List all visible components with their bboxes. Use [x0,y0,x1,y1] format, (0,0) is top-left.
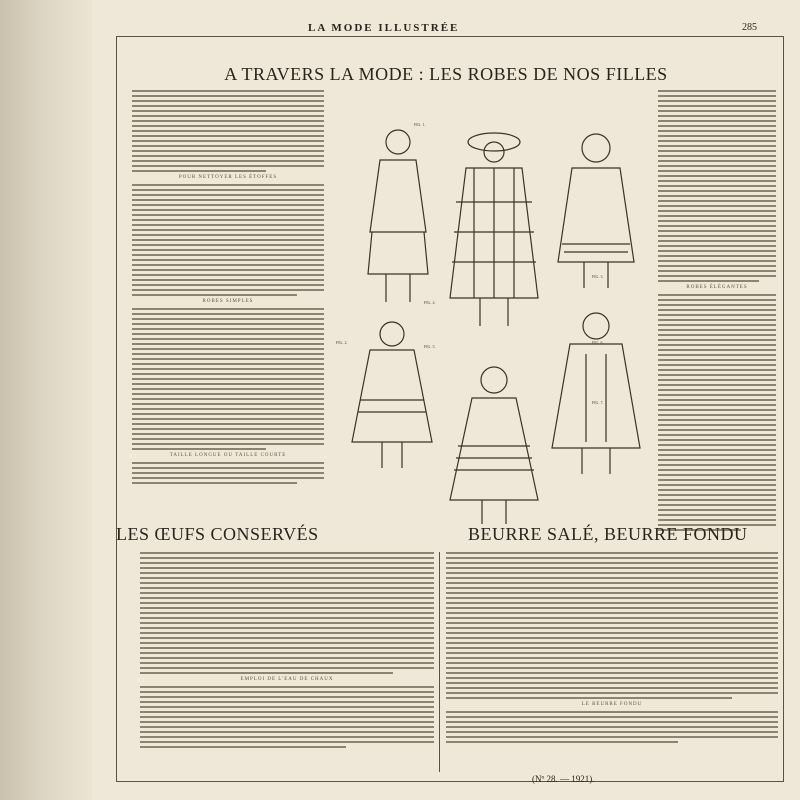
figure-caption: FIG. 6. [592,340,604,345]
right-column-text [658,90,776,534]
section-title-eggs: LES ŒUFS CONSERVÉS [116,524,319,544]
subhead-elegant: ROBES ÉLÉGANTES [686,285,748,290]
running-title: LA MODE ILLUSTRÉE [308,22,460,34]
left-column-text [132,90,324,487]
running-head [96,22,796,36]
fashion-illustration [334,112,656,530]
eggs-article-text [140,552,434,751]
butter-article-text [446,552,778,746]
subhead-lime-water: EMPLOI DE L'EAU DE CHAUX [240,677,334,682]
figure-caption: FIG. 7. [592,400,604,405]
figure-2-drawing [450,133,538,326]
subhead-cleaning: POUR NETTOYER LES ÉTOFFES [178,175,278,180]
figure-caption: FIG. 2. [336,340,348,345]
section-title-butter: BEURRE SALÉ, BEURRE FONDU [468,524,748,544]
figure-6-drawing [552,313,640,474]
figure-1-drawing [368,130,428,302]
figure-caption: FIG. 1. [414,122,426,127]
issue-number: (Nº 28. — 1921). [532,774,595,784]
figure-3-drawing [558,134,634,288]
figure-caption: FIG. 4. [424,300,436,305]
figure-caption: FIG. 3. [592,274,604,279]
article-title: A TRAVERS LA MODE : LES ROBES DE NOS FILLES [224,64,668,84]
figure-caption: FIG. 5. [424,344,436,349]
page-number: 285 [742,22,757,33]
book-gutter [0,0,92,800]
subhead-melted-butter: LE BEURRE FONDU [581,702,643,707]
column-divider [439,552,440,772]
subhead-waist: TAILLE LONGUE OU TAILLE COURTE [169,453,287,458]
figure-4-drawing [450,367,538,524]
magazine-page [96,0,796,800]
subhead-simple: ROBES SIMPLES [202,299,254,304]
